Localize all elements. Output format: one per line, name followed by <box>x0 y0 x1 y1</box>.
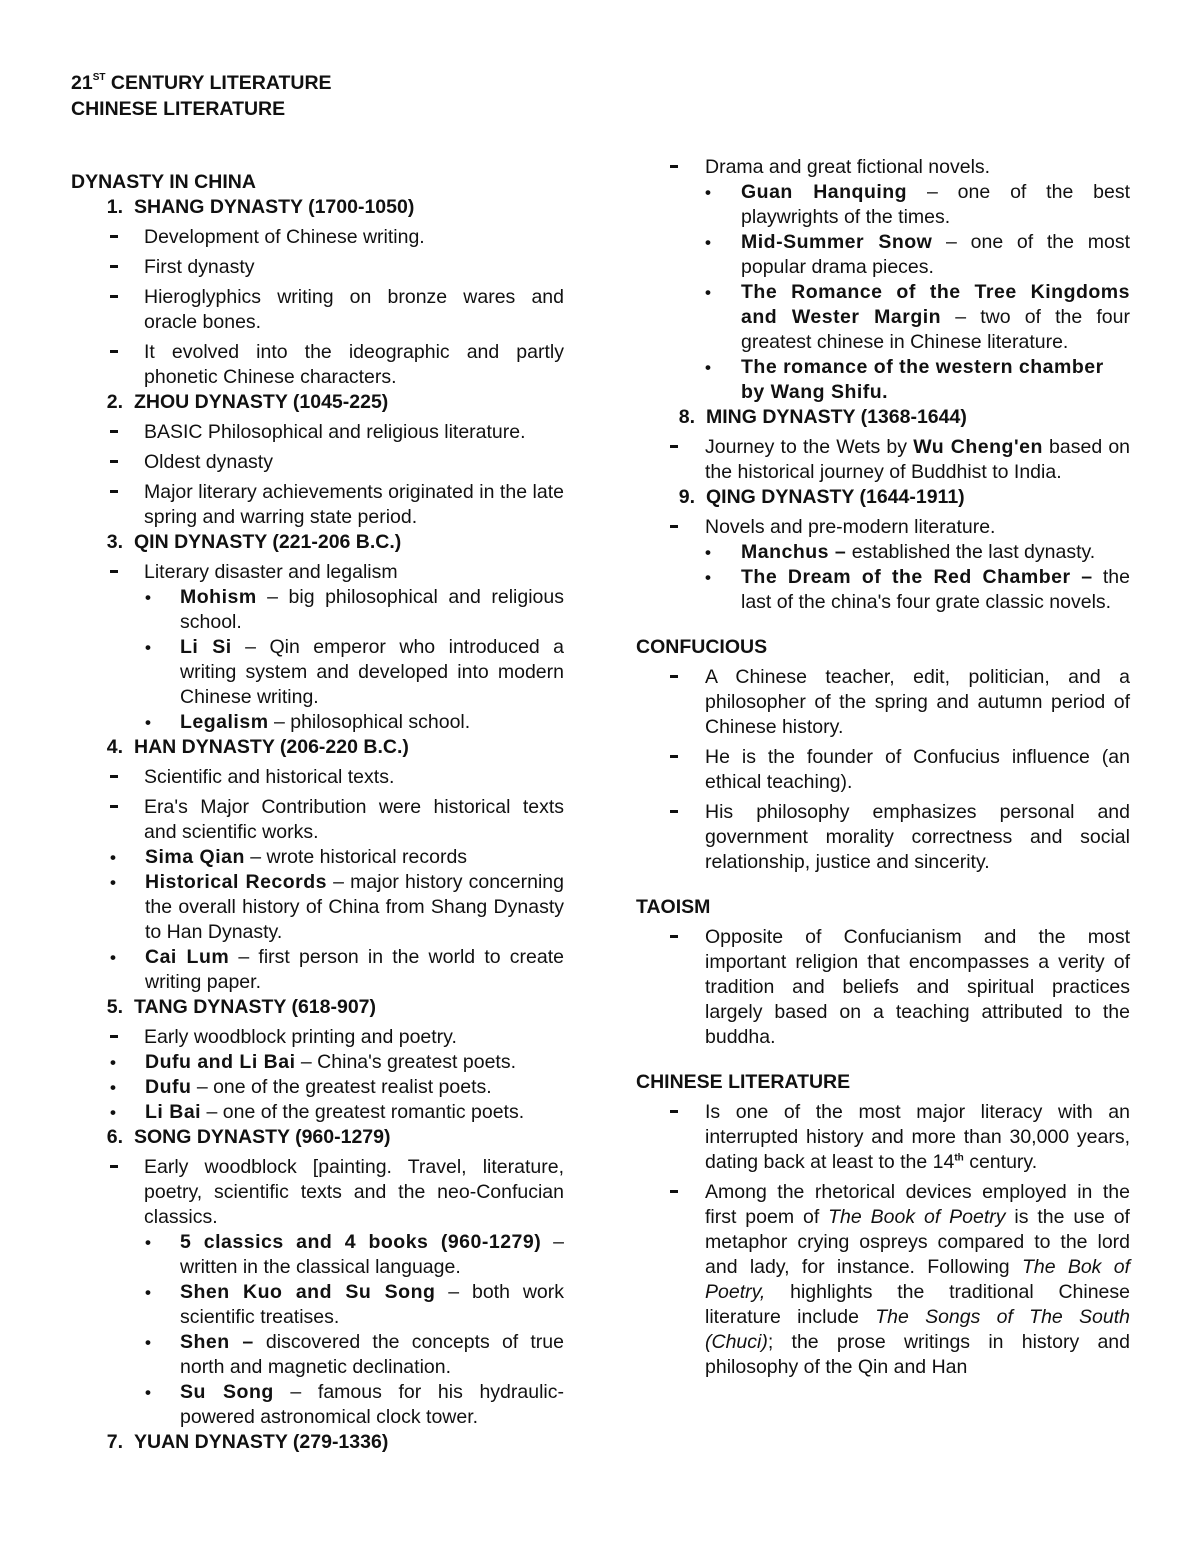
header-line-2: CHINESE LITERATURE <box>71 98 286 120</box>
dash-icon <box>71 765 144 790</box>
dynasty-heading: 6. SONG DYNASTY (960-1279) <box>106 1126 391 1148</box>
bullet-icon: • <box>705 233 711 252</box>
dash-icon <box>71 795 144 845</box>
bullet-item: • Li Bai – one of the greatest romantic poets. <box>71 1100 564 1125</box>
bullet-item: • Manchus – established the last dynasty. <box>636 540 1130 565</box>
list-item: Major literary achievements originated in the late spring and warring state period. <box>71 480 564 530</box>
list-item: Journey to the Wets by Wu Cheng'en based on the historical journey of Buddhist to India. <box>636 435 1130 485</box>
section-title: DYNASTY IN CHINA <box>71 171 256 193</box>
list-item: Opposite of Confucianism and the most important religion that encompasses a verity of tradition and beliefs and spiritual practices largely based on a teaching attributed to the buddha. <box>636 925 1130 1050</box>
dash-icon <box>71 560 144 585</box>
list-item: Drama and great fictional novels. <box>636 155 1130 180</box>
bullet-item: • Sima Qian – wrote historical records <box>71 845 564 870</box>
bullet-item: • Dufu and Li Bai – China's greatest poets. <box>71 1050 564 1075</box>
bullet-item: • The Dream of the Red Chamber – the last of the china's four grate classic novels. <box>636 565 1130 615</box>
bullet-icon: • <box>705 283 711 302</box>
bullet-icon: • <box>705 358 711 377</box>
bullet-item: • Li Si – Qin emperor who introduced a writing system and developed into modern Chinese writing. <box>71 635 564 710</box>
list-item: Novels and pre-modern literature. <box>636 515 1130 540</box>
bullet-icon: • <box>145 588 151 607</box>
document-header <box>71 70 332 122</box>
dash-icon <box>636 925 705 1050</box>
dynasty-heading: 7. YUAN DYNASTY (279-1336) <box>106 1431 389 1453</box>
dynasty-heading: 2. ZHOU DYNASTY (1045-225) <box>106 391 389 413</box>
dash-icon <box>71 255 144 280</box>
bullet-item: • The romance of the western chamber by Wang Shifu. <box>636 355 1130 405</box>
dynasty-heading: 8. MING DYNASTY (1368-1644) <box>678 406 967 428</box>
bullet-icon: • <box>110 1053 116 1072</box>
bullet-icon: • <box>705 543 711 562</box>
dynasty-heading: 4. HAN DYNASTY (206-220 B.C.) <box>106 736 409 758</box>
bullet-icon: • <box>145 638 151 657</box>
list-item: Early woodblock [painting. Travel, literature, poetry, scientific texts and the neo-Confucian classics. <box>71 1155 564 1230</box>
bullet-item: • 5 classics and 4 books (960-1279) – written in the classical language. <box>71 1230 564 1280</box>
bullet-item: • Dufu – one of the greatest realist poets. <box>71 1075 564 1100</box>
dash-icon <box>636 1180 705 1380</box>
dynasty-heading: 1. SHANG DYNASTY (1700-1050) <box>106 196 415 218</box>
dash-icon <box>71 225 144 250</box>
dash-icon <box>636 665 705 740</box>
list-item: It evolved into the ideographic and partly phonetic Chinese characters. <box>71 340 564 390</box>
header-line-1: 21ST CENTURY LITERATURE <box>71 72 332 94</box>
list-item: Hieroglyphics writing on bronze wares and oracle bones. <box>71 285 564 335</box>
bullet-item: • Cai Lum – first person in the world to create writing paper. <box>71 945 564 995</box>
section-title: TAOISM <box>636 896 711 918</box>
dash-icon <box>636 1100 705 1175</box>
list-item: First dynasty <box>71 255 564 280</box>
bullet-icon: • <box>705 183 711 202</box>
list-item: BASIC Philosophical and religious literature. <box>71 420 564 445</box>
list-item: Among the rhetorical devices employed in the first poem of The Book of Poetry is the use of metaphor crying ospreys compared to the lord and lady, for instance. Following The Bok of Poetry, highlights the traditional Chinese literature include The Songs of The South (Chuci); the prose writings in history and philosophy of the Qin and Han <box>636 1180 1130 1380</box>
dash-icon <box>71 1155 144 1230</box>
bullet-item: • Su Song – famous for his hydraulic-powered astronomical clock tower. <box>71 1380 564 1430</box>
list-item: Early woodblock printing and poetry. <box>71 1025 564 1050</box>
dash-icon <box>71 285 144 335</box>
list-item: Literary disaster and legalism <box>71 560 564 585</box>
bullet-icon: • <box>145 1283 151 1302</box>
list-item: A Chinese teacher, edit, politician, and a philosopher of the spring and autumn period of Chinese history. <box>636 665 1130 740</box>
list-item: Is one of the most major literacy with an interrupted history and more than 30,000 years, dating back at least to the 14th century. <box>636 1100 1130 1175</box>
bullet-icon: • <box>145 1233 151 1252</box>
section-title: CONFUCIOUS <box>636 636 768 658</box>
dash-icon <box>636 745 705 795</box>
list-item: His philosophy emphasizes personal and government morality correctness and social relationship, justice and sincerity. <box>636 800 1130 875</box>
section-title: CHINESE LITERATURE <box>636 1071 851 1093</box>
bullet-item: • The Romance of the Tree Kingdoms and Wester Margin – two of the four greatest chinese in Chinese literature. <box>636 280 1130 355</box>
list-item: Era's Major Contribution were historical texts and scientific works. <box>71 795 564 845</box>
list-item: Oldest dynasty <box>71 450 564 475</box>
bullet-icon: • <box>145 1333 151 1352</box>
bullet-item: • Mid-Summer Snow – one of the most popular drama pieces. <box>636 230 1130 280</box>
right-column <box>636 150 1130 1380</box>
bullet-item: • Shen – discovered the concepts of true north and magnetic declination. <box>71 1330 564 1380</box>
dynasty-heading: 5. TANG DYNASTY (618-907) <box>106 996 377 1018</box>
dash-icon <box>71 450 144 475</box>
bullet-icon: • <box>110 948 116 967</box>
dash-icon <box>71 420 144 445</box>
list-item: He is the founder of Confucius influence (an ethical teaching). <box>636 745 1130 795</box>
dash-icon <box>636 800 705 875</box>
bullet-icon: • <box>110 1078 116 1097</box>
dynasty-heading: 3. QIN DYNASTY (221-206 B.C.) <box>106 531 402 553</box>
bullet-icon: • <box>145 1383 151 1402</box>
bullet-item: • Legalism – philosophical school. <box>71 710 564 735</box>
bullet-icon: • <box>110 848 116 867</box>
bullet-icon: • <box>145 713 151 732</box>
dash-icon <box>636 155 705 180</box>
bullet-item: • Guan Hanquing – one of the best playwrights of the times. <box>636 180 1130 230</box>
dash-icon <box>71 480 144 530</box>
dash-icon <box>636 435 705 485</box>
bullet-item: • Mohism – big philosophical and religious school. <box>71 585 564 635</box>
dynasty-heading: 9. QING DYNASTY (1644-1911) <box>678 486 965 508</box>
bullet-icon: • <box>705 568 711 587</box>
left-column <box>71 170 564 1455</box>
dash-icon <box>71 1025 144 1050</box>
list-item: Development of Chinese writing. <box>71 225 564 250</box>
dash-icon <box>636 515 705 540</box>
bullet-item: • Shen Kuo and Su Song – both work scientific treatises. <box>71 1280 564 1330</box>
bullet-icon: • <box>110 873 116 892</box>
dash-icon <box>71 340 144 390</box>
list-item: Scientific and historical texts. <box>71 765 564 790</box>
bullet-item: • Historical Records – major history concerning the overall history of China from Shang Dynasty to Han Dynasty. <box>71 870 564 945</box>
bullet-icon: • <box>110 1103 116 1122</box>
